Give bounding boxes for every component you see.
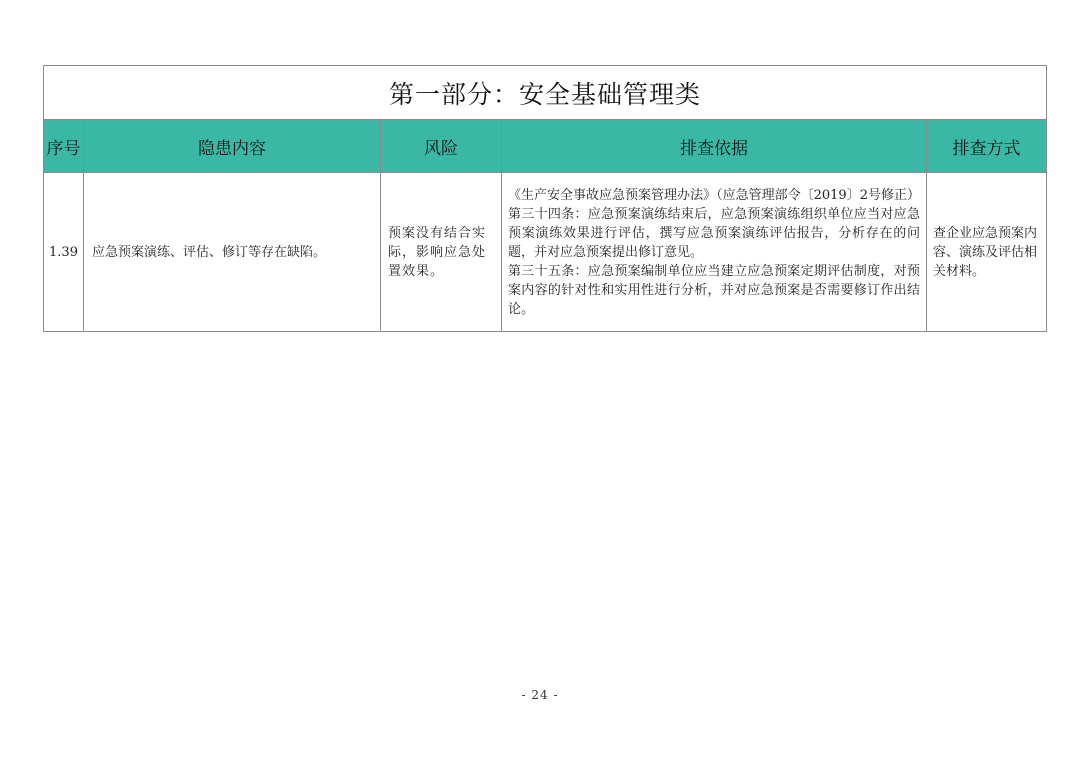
title-row: [44, 66, 1047, 120]
table-row: [44, 173, 1047, 332]
hazard-table: [43, 65, 1047, 332]
row-number: 1.39: [44, 173, 84, 332]
table-title: 第一部分：安全基础管理类: [44, 66, 1047, 120]
row-content: 应急预案演练、评估、修订等存在缺陷。: [84, 173, 381, 332]
header-row: [44, 120, 1047, 173]
row-method: 查企业应急预案内容、演练及评估相关材料。: [927, 173, 1047, 332]
page-number: - 24 -: [521, 688, 559, 702]
header-no: 序号: [44, 120, 84, 173]
header-method: 排查方式: [927, 120, 1047, 173]
basis-paragraph: 《生产安全事故应急预案管理办法》（应急管理部令〔2019〕2号修正）第三十四条：应急预案演练结束后，应急预案演练组织单位应当对应急预案演练效果进行评估，撰写应急预案演练评估报告，分析存在的问题，并对应急预案提出修订意见。: [508, 187, 920, 260]
header-basis: 排查依据: [502, 120, 927, 173]
header-content: 隐患内容: [84, 120, 381, 173]
header-risk: 风险: [381, 120, 502, 173]
row-risk: 预案没有结合实际，影响应急处置效果。: [381, 173, 502, 332]
basis-paragraph: 第三十五条：应急预案编制单位应当建立应急预案定期评估制度，对预案内容的针对性和实用性进行分析，并对应急预案是否需要修订作出结论。: [508, 263, 920, 317]
row-basis: [502, 173, 927, 332]
